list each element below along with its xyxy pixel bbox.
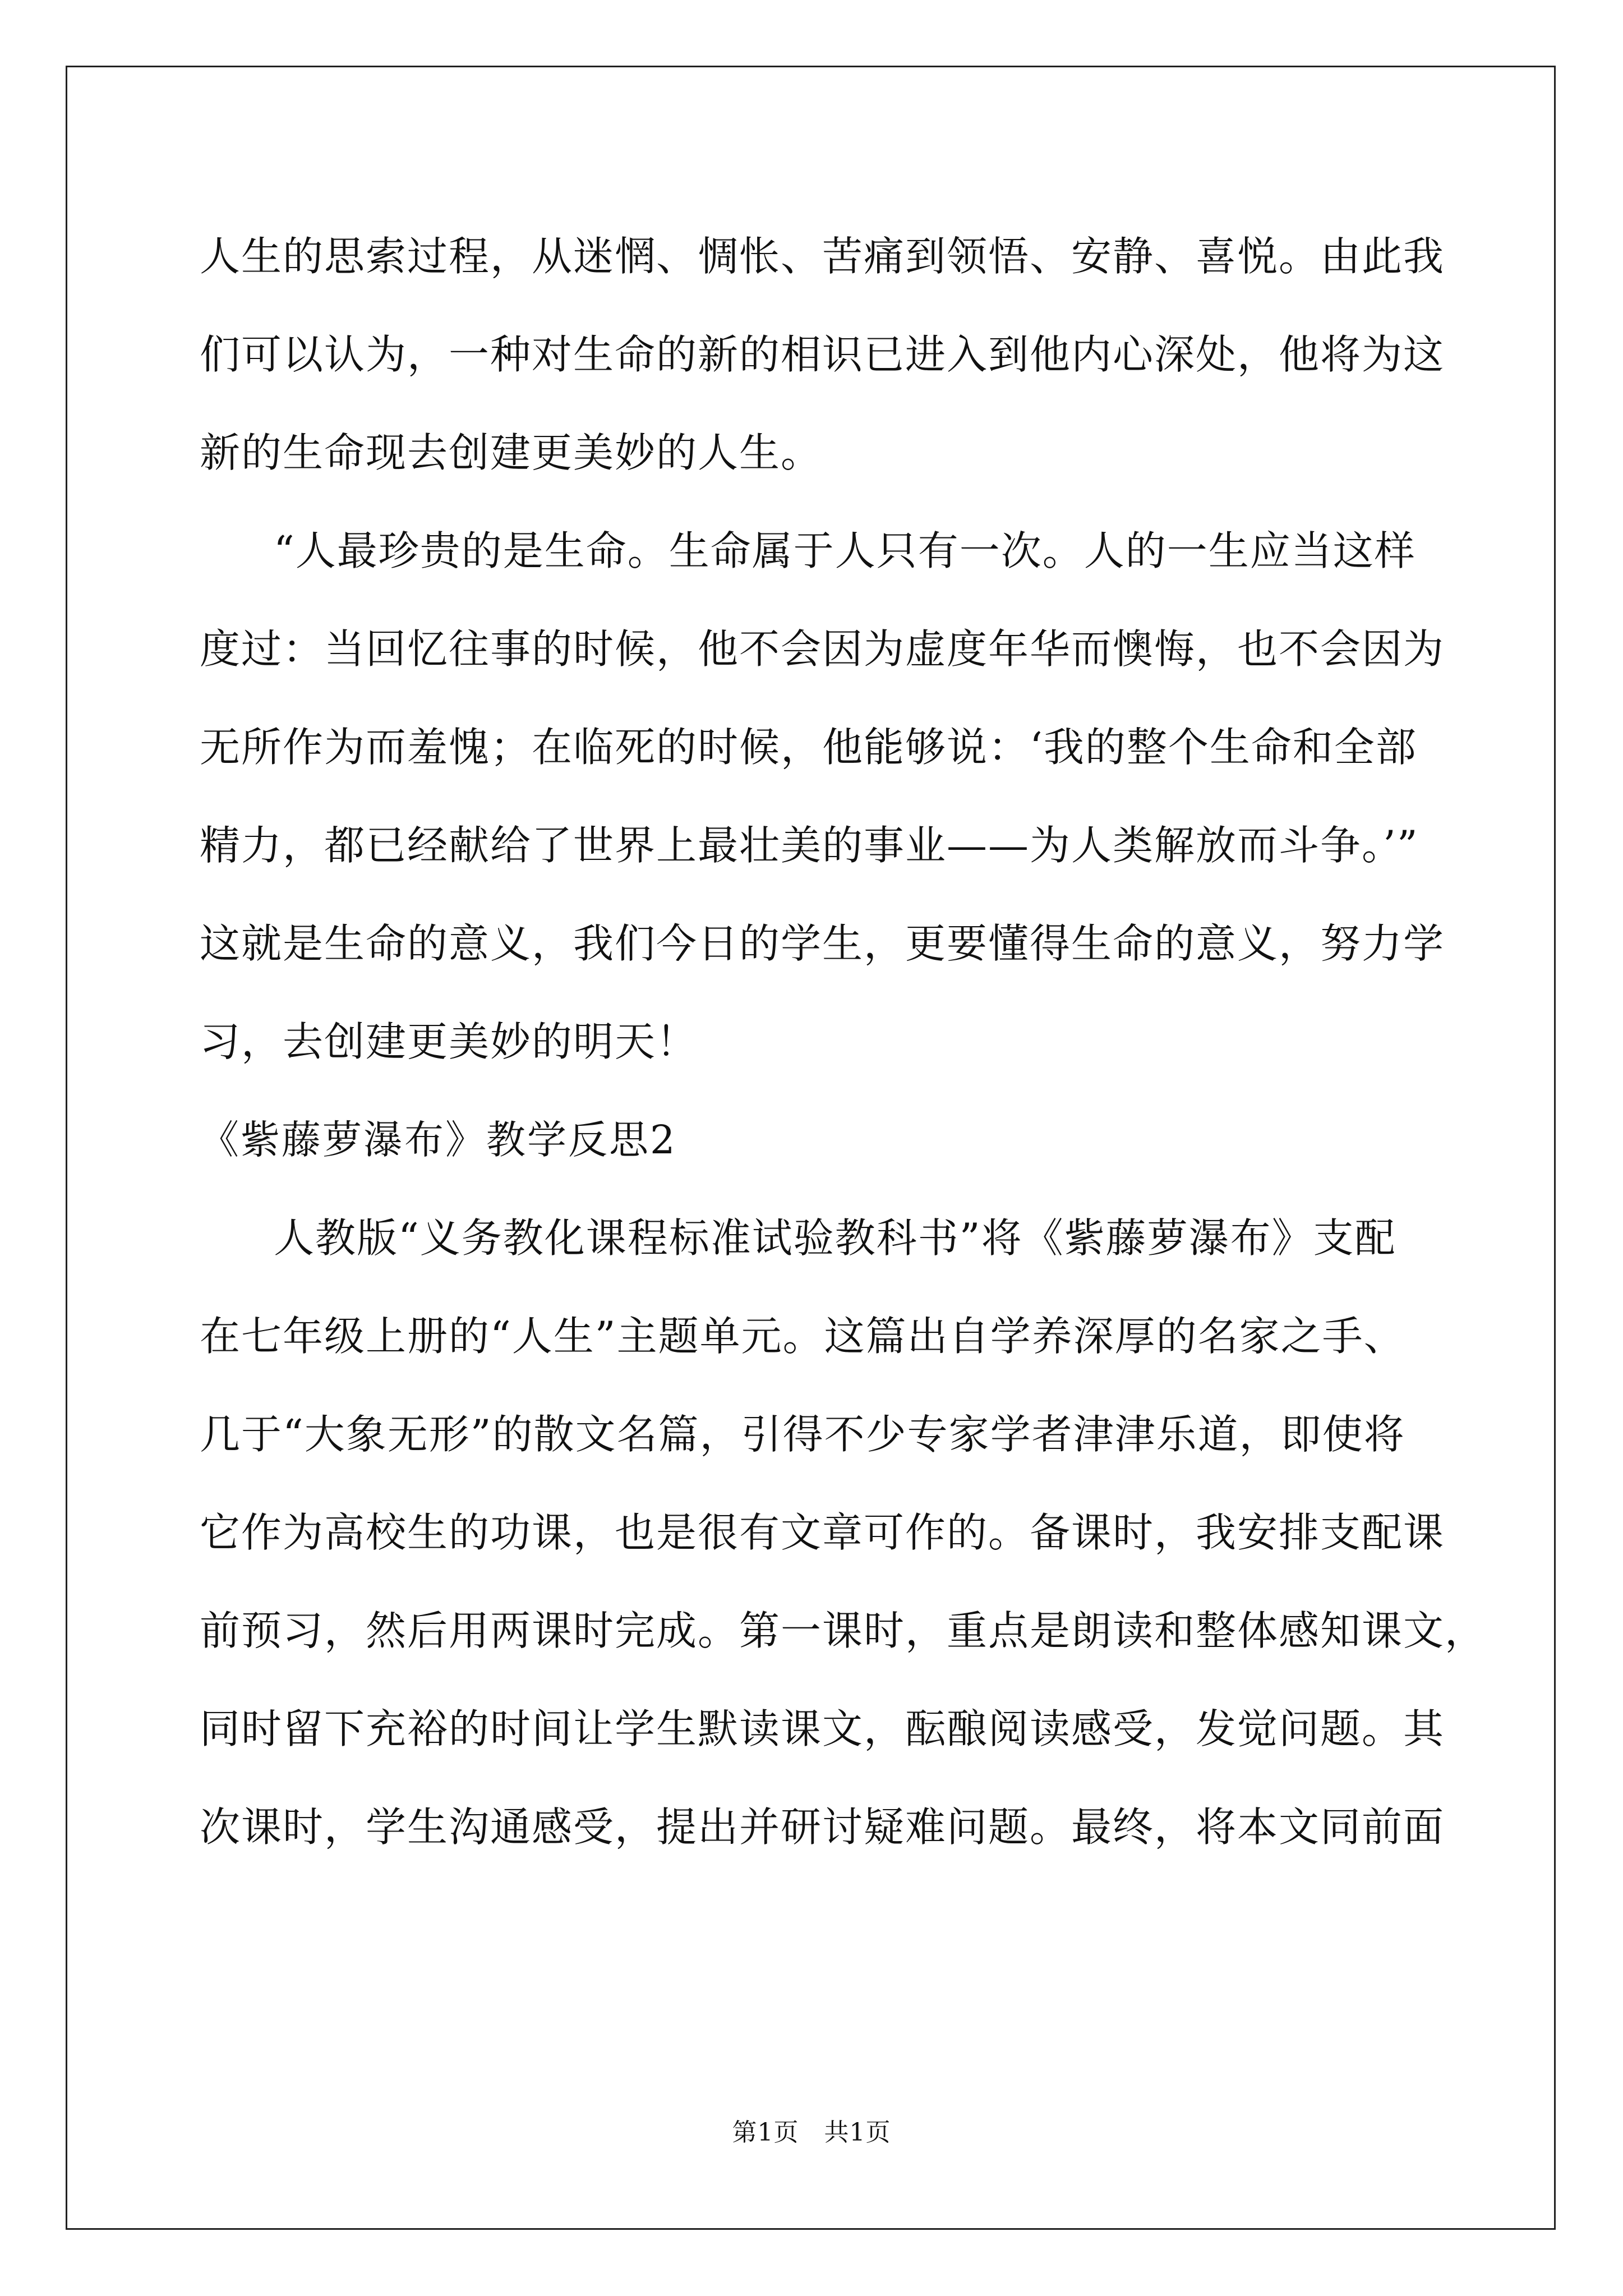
text-line: 它作为高校生的功课，也是很有文章可作的。备课时，我安排支配课 [200,1509,1445,1556]
text-line: 度过：当回忆往事的时候，他不会因为虚度年华而懊悔，也不会因为 [200,625,1445,673]
text-line: 习，去创建更美妙的明天！ [200,1018,698,1065]
section-heading: 《紫藤萝瀑布》教学反思2 [200,1117,677,1163]
text-line: 新的生命现去创建更美妙的人生。 [200,429,823,476]
text-line: 精力，都已经献给了世界上最壮美的事业——为人类解放而斗争。’” [200,822,1419,869]
page-number-footer: 第1页 共1页 [732,2118,891,2147]
paragraph-start-line: “人最珍贵的是生命。生命属于人只有一次。人的一生应当这样 [274,527,1416,574]
text-line: 前预习，然后用两课时完成。第一课时，重点是朗读和整体感知课文， [200,1607,1487,1654]
text-line: 次课时，学生沟通感受，提出并研讨疑难问题。最终，将本文同前面 [200,1803,1445,1851]
paragraph-start-line: 人教版“义务教化课程标准试验教科书”将《紫藤萝瀑布》支配 [274,1214,1396,1262]
document-body [200,208,1487,1876]
text-line: 这就是生命的意义，我们今日的学生，更要懂得生命的意义，努力学 [200,920,1445,967]
text-line: 无所作为而羞愧；在临死的时候，他能够说：‘我的整个生命和全部 [200,724,1417,771]
text-line: 们可以认为，一种对生命的新的相识已进入到他内心深处，他将为这 [200,331,1445,378]
text-line: 在七年级上册的“人生”主题单元。这篇出自学养深厚的名家之手、 [200,1313,1405,1360]
text-line: 几于“大象无形”的散文名篇，引得不少专家学者津津乐道，即使将 [200,1411,1405,1458]
text-line: 同时留下充裕的时间让学生默读课文，酝酿阅读感受，发觉问题。其 [200,1705,1445,1752]
text-line: 人生的思索过程，从迷惘、惆怅、苦痛到领悟、安静、喜悦。由此我 [200,233,1445,280]
